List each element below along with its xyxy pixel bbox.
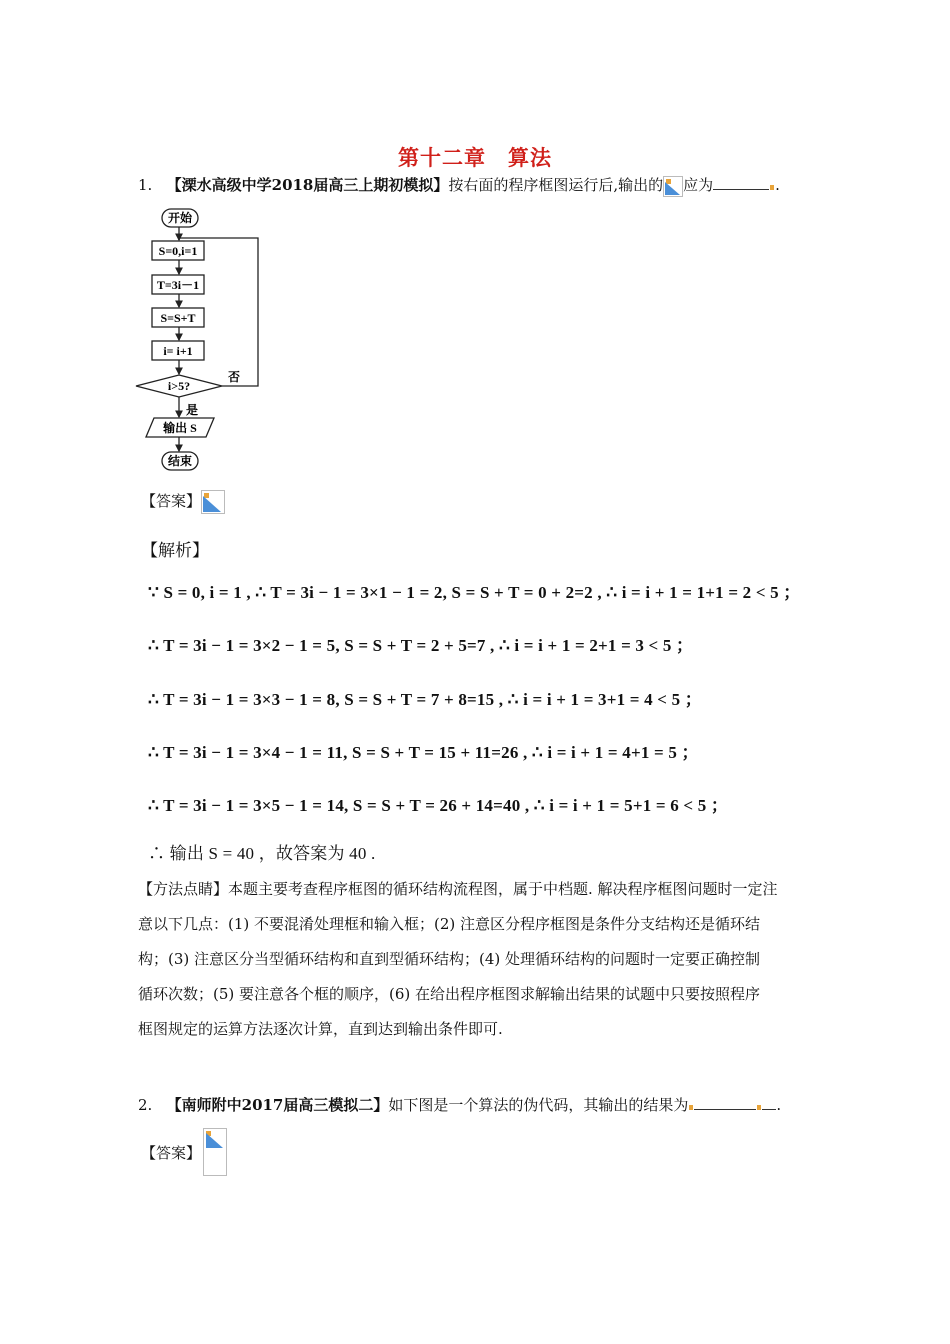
marker [689, 1105, 693, 1110]
step-line-1: ∵ S = 0, i = 1 , ∴ T = 3i − 1 = 3×1 − 1 = 2, S = S + T = 0 + 2=2 , ∴ i = i + 1 = 1+1 = 2 < 5 ； [148, 583, 801, 602]
broken-image-icon [203, 1128, 227, 1176]
start-label: 开始 [167, 211, 193, 225]
question-2: 2. 【南师附中2017届高三模拟二】如下图是一个算法的伪代码，其输出的结果为 . [138, 1096, 782, 1114]
init-label: S=0,i=1 [158, 244, 198, 258]
answer-2 [141, 1142, 201, 1163]
step-line-3: ∴ T = 3i − 1 = 3×3 − 1 = 8, S = S + T = 7 + 8=15 , ∴ i = i + 1 = 3+1 = 4 < 5 ； [148, 690, 702, 709]
step-line-2: ∴ T = 3i − 1 = 3×2 − 1 = 5, S = S + T = 2 + 5=7 , ∴ i = i + 1 = 2+1 = 3 < 5 ； [148, 636, 694, 655]
method-line: 循环次数；(5) 要注意各个框的顺序，(6) 在给出程序框图求解输出结果的试题中只要按照程序 [138, 985, 761, 1003]
step-line-5: ∴ T = 3i − 1 = 3×5 − 1 = 14, S = S + T = 26 + 14=40 , ∴ i = i + 1 = 5+1 = 6 < 5 ； [148, 796, 729, 815]
end-label: 结束 [167, 454, 193, 468]
question-text: 按右面的程序框图运行后,输出的 [448, 176, 664, 194]
marker [757, 1105, 761, 1110]
flowchart [130, 202, 275, 477]
step2-label: S=S+T [160, 311, 196, 325]
question-source: 【溧水高级中学2018届高三上期初模拟】 [166, 176, 449, 194]
broken-image-icon [201, 490, 225, 514]
analysis-heading: 【解析】 [141, 541, 209, 561]
answer-label: 【答案】 [141, 492, 202, 510]
question-text-after: 应为 [683, 176, 714, 194]
step1-label: T=3i－1 [156, 278, 200, 292]
output-label: 输出 S [163, 421, 197, 435]
broken-image-icon [663, 176, 683, 197]
chapter-title: 第十二章 算法 [398, 146, 552, 170]
no-label: 否 [228, 370, 241, 384]
question-number: 2. [138, 1096, 153, 1114]
method-line: 框图规定的运算方法逐次计算，直到达到输出条件即可. [138, 1020, 503, 1038]
answer-blank [694, 1094, 756, 1110]
question-source: 【南师附中2017届高三模拟二】 [166, 1096, 389, 1114]
step-line-4: ∴ T = 3i − 1 = 3×4 − 1 = 11, S = S + T = 15 + 11=26 , ∴ i = i + 1 = 4+1 = 5 ； [148, 743, 699, 762]
condition-label: i>5? [167, 379, 191, 393]
method-line: 意以下几点：(1) 不要混淆处理框和输入框；(2) 注意区分程序框图是条件分支结构还是循环结 [138, 915, 761, 933]
question-number: 1. [138, 176, 153, 194]
method-line: 构；(3) 注意区分当型循环结构和直到型循环结构；(4) 处理循环结构的问题时一定要正确控制 [138, 950, 761, 968]
conclusion-line: ∴ 输出 S = 40 ，故答案为 40 . [148, 844, 376, 863]
step3-label: i= i+1 [163, 344, 193, 358]
answer-label: 【答案】 [141, 1144, 202, 1162]
answer-1 [141, 490, 225, 514]
question-1: 1. 【溧水高级中学2018届高三上期初模拟】按右面的程序框图运行后,输出的 应为 . [138, 172, 780, 198]
question-text: 如下图是一个算法的伪代码，其输出的结果为 [388, 1096, 689, 1114]
answer-blank [713, 174, 769, 190]
method-line: 【方法点睛】本题主要考查程序框图的循环结构流程图，属于中档题. 解决程序框图问题时一定注 [138, 880, 778, 898]
yes-label: 是 [186, 403, 199, 417]
marker [770, 185, 774, 190]
method-paragraph [138, 872, 838, 1047]
